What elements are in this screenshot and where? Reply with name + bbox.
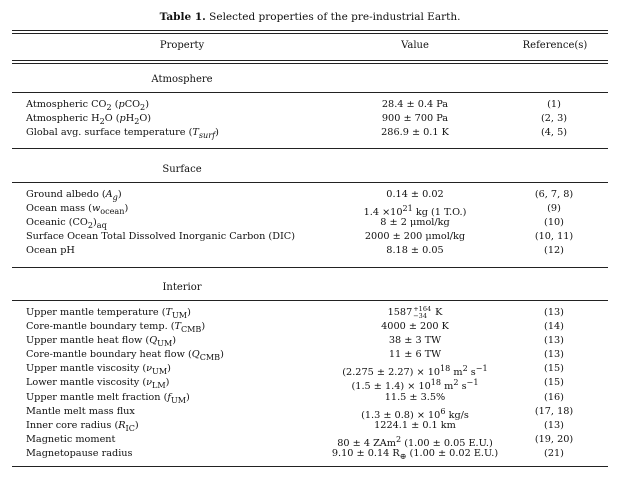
table-row [0,98,620,112]
table-row [0,348,620,362]
value-cell: 28.4 ± 0.4 Pa [381,99,449,110]
table-row [0,216,620,230]
header-property: Property [159,40,205,51]
section-rule-atmosphere [12,92,608,93]
value-cell: 8.18 ± 0.05 [386,245,444,256]
table-row [0,112,620,126]
value-cell: $(1.3 \pm 0.8) \times 10^6$ kg/s [361,406,469,422]
value-cell: $(1.5 \pm 1.4) \times 10^{18}$ $m^2$ $s^{-1}$ [351,377,479,393]
table-row [0,202,620,219]
value-cell: $(2.275 \pm 2.27) \times 10^{18}$ $m^2$ $s^{-1}$ [342,363,488,379]
table-caption-text: Selected properties of the pre-industrial Earth. [209,11,461,23]
property-cell: Inner core radius $(R_{IC})$ [26,420,139,433]
section-interior: Interior [162,282,202,293]
property-cell: Ocean mass $(w_{ocean})$ [26,203,129,216]
table-row [0,433,620,450]
reference-cell: (4, 5) [540,127,568,138]
reference-cell: (13) [544,349,564,360]
reference-cell: (12) [544,245,564,256]
reference-cell: (2, 3) [540,113,568,124]
value-cell: 11 ± 6 TW [388,349,442,360]
value-cell: 1224.1 ± 0.1 km [374,420,456,431]
table-caption [0,10,620,24]
table-row [0,376,620,393]
value-cell: 1587 +164 −34 K [387,305,443,320]
table-row [0,334,620,348]
reference-cell: (19, 20) [534,434,574,445]
section-surface: Surface [162,164,202,175]
table-row [0,244,620,258]
table-row [0,126,620,140]
reference-cell: (15) [544,363,564,374]
reference-cell: (6, 7, 8) [534,189,574,200]
table-row [0,230,620,244]
property-cell: Surface Ocean Total Dissolved Inorganic Carbon (DIC) [26,231,295,242]
reference-cell: (13) [544,335,564,346]
reference-cell: (13) [544,307,564,318]
value-cell: 900 ± 700 Pa [381,113,449,124]
reference-cell: (16) [544,392,564,403]
property-cell: Ground albedo $(A_g)$ [26,189,122,202]
table-row [0,419,620,433]
value-cell: 80 ± 4 ZAm$^2$ (1.00 ± 0.05 E.U.) [337,434,493,450]
section-rule-interior [12,300,608,301]
table-row [0,320,620,334]
value-cell: 2000 ± 200 μmol/kg [364,231,466,242]
header-rule-inner [12,63,608,64]
value-cell: 286.9 ± 0.1 K [381,127,449,138]
property-cell: Ocean pH [26,245,75,256]
reference-cell: (13) [544,420,564,431]
value-cell: 9.10 ± 0.14 $R_\oplus$ (1.00 ± 0.02 E.U.) [331,448,499,461]
table-row [0,306,620,320]
property-cell: Lower mantle viscosity $(\nu_{LM})$ [26,377,170,390]
property-cell: Global avg. surface temperature $(T_{surf})$ [26,127,219,140]
reference-cell: (1) [547,99,561,110]
table-label: Table 1. [159,11,206,23]
table-row [0,362,620,379]
table-row [0,188,620,202]
property-cell: Magnetic moment [26,434,116,445]
top-rule [12,30,608,31]
property-cell: Core-mantle boundary temp. $(T_{CMB})$ [26,321,206,334]
top-rule-inner [12,33,608,34]
reference-cell: (9) [547,203,561,214]
property-cell: Atmospheric $CO_2$ (pCO$_2$) [26,99,149,112]
header-rule [12,60,608,61]
value-cell: $1.4 \times 10^{21}$ kg (1 T.O.) [363,203,467,219]
reference-cell: (14) [544,321,564,332]
property-cell: Mantle melt mass flux [26,406,135,417]
value-cell: 0.14 ± 0.02 [386,189,444,200]
table-row [0,447,620,461]
reference-cell: (15) [544,377,564,388]
table-header [0,39,620,53]
value-cell: 8 ± 2 μmol/kg [380,217,450,228]
reference-cell: (21) [544,448,564,459]
reference-cell: (10, 11) [534,231,574,242]
table-row [0,405,620,422]
property-cell: Upper mantle heat flow $(Q_{UM})$ [26,335,177,348]
header-value: Value [401,40,429,51]
reference-cell: (10) [544,217,564,228]
property-cell: Oceanic $(CO_2)_{aq}$ [26,217,107,230]
value-cell: 4000 ± 200 K [381,321,449,332]
property-cell: Upper mantle melt fraction $(f_{UM})$ [26,392,190,405]
property-cell: Upper mantle viscosity $(\nu_{UM})$ [26,363,171,376]
property-cell: Magnetopause radius [26,448,133,459]
property-cell: Atmospheric $H_2O$ $(pH_2O)$ [26,113,152,126]
header-reference: Reference(s) [522,40,588,51]
bottom-rule [12,466,608,467]
value-cell: 38 ± 3 TW [388,335,442,346]
value-cell: 11.5 ± 3.5% [384,392,446,403]
section-separator [12,148,608,149]
reference-cell: (17, 18) [534,406,574,417]
property-cell: Upper mantle temperature $(T_{UM})$ [26,307,191,320]
section-atmosphere: Atmosphere [151,74,213,85]
table-row [0,391,620,405]
property-cell: Core-mantle boundary heat flow $(Q_{CMB})$ [26,349,224,362]
section-separator [12,267,608,268]
section-rule-surface [12,182,608,183]
